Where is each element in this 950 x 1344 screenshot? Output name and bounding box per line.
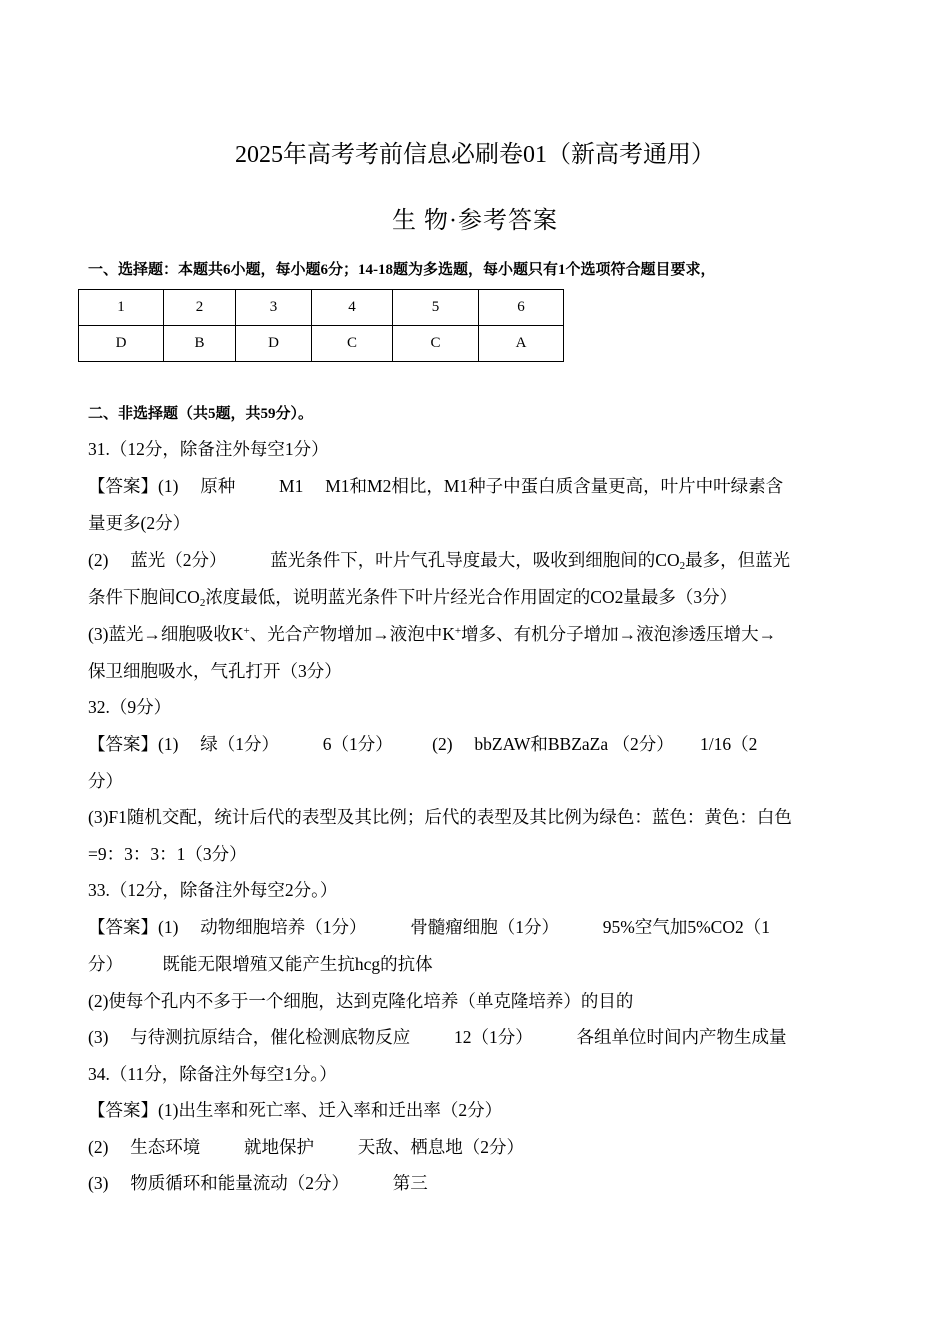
- answer-line: (3)蓝光→细胞吸收K+、光合产物增加→液泡中K+增多、有机分子增加→液泡渗透压增大→: [88, 624, 777, 644]
- table-cell: 1: [79, 290, 164, 326]
- answer-line: 【答案】(1) 绿（1分） 6（1分） (2) bbZAW和BBZaZa （2分） 1/16（2: [88, 734, 758, 754]
- answer-line: (2)使每个孔内不多于一个细胞，达到克隆化培养（单克隆培养）的目的: [88, 991, 634, 1011]
- question-32-header: 32.（9分）: [88, 697, 172, 717]
- table-cell: C: [312, 326, 393, 362]
- answer-line: (3) 与待测抗原结合，催化检测底物反应 12（1分） 各组单位时间内产物生成量: [88, 1027, 787, 1047]
- document-subtitle: 生 物·参考答案: [392, 208, 558, 234]
- answer-line: (3)F1随机交配，统计后代的表型及其比例；后代的表型及其比例为绿色：蓝色：黄色：白色: [88, 807, 792, 827]
- answer-line: (2) 蓝光（2分） 蓝光条件下，叶片气孔导度最大，吸收到细胞间的$CO_2$最多，但蓝光: [88, 550, 791, 572]
- document-title: 2025年高考考前信息必刷卷01（新高考通用）: [235, 142, 715, 168]
- answer-line: 【答案】(1)出生率和死亡率、迁入率和迁出率（2分）: [88, 1100, 503, 1120]
- answer-line: 分） 既能无限增殖又能产生抗hcg的抗体: [88, 954, 433, 974]
- question-34-header: 34.（11分，除备注外每空1分。）: [88, 1064, 337, 1084]
- table-cell: 6: [479, 290, 564, 326]
- section-heading-nonchoice: 二、非选择题（共5题，共59分）。: [88, 406, 314, 422]
- question-31-header: 31.（12分，除备注外每空1分）: [88, 439, 329, 459]
- table-row-numbers: [79, 290, 564, 326]
- table-cell: D: [236, 326, 312, 362]
- answer-line: 保卫细胞吸水，气孔打开（3分）: [88, 661, 342, 681]
- question-33-header: 33.（12分，除备注外每空2分。）: [88, 880, 338, 900]
- answer-line: =9：3：3：1（3分）: [88, 844, 247, 864]
- answer-line: (3) 物质循环和能量流动（2分） 第三: [88, 1173, 428, 1193]
- answer-line: 量更多(2分）: [88, 513, 191, 533]
- answer-line: 【答案】(1) 原种 M1 M1和M2相比，M1种子中蛋白质含量更高，叶片中叶绿素含: [88, 476, 784, 496]
- table-row-answers: [79, 326, 564, 362]
- answer-table: [78, 289, 564, 362]
- table-cell: D: [79, 326, 164, 362]
- table-cell: 3: [236, 290, 312, 326]
- section-heading-choice: 一、选择题：本题共6小题，每小题6分；14-18题为多选题，每小题只有1个选项符合题目要求，: [88, 262, 716, 278]
- answer-line: 分）: [88, 771, 123, 791]
- table-cell: C: [393, 326, 479, 362]
- table-cell: 2: [164, 290, 236, 326]
- answer-line: (2) 生态环境 就地保护 天敌、栖息地（2分）: [88, 1137, 525, 1157]
- answer-line: 条件下胞间$CO_2$浓度最低，说明蓝光条件下叶片经光合作用固定的CO2量最多（3分）: [88, 587, 738, 609]
- table-cell: A: [479, 326, 564, 362]
- table-cell: B: [164, 326, 236, 362]
- answer-line: 【答案】(1) 动物细胞培养（1分） 骨髓瘤细胞（1分） 95%空气加5%CO2（1: [88, 917, 770, 937]
- table-cell: 5: [393, 290, 479, 326]
- table-cell: 4: [312, 290, 393, 326]
